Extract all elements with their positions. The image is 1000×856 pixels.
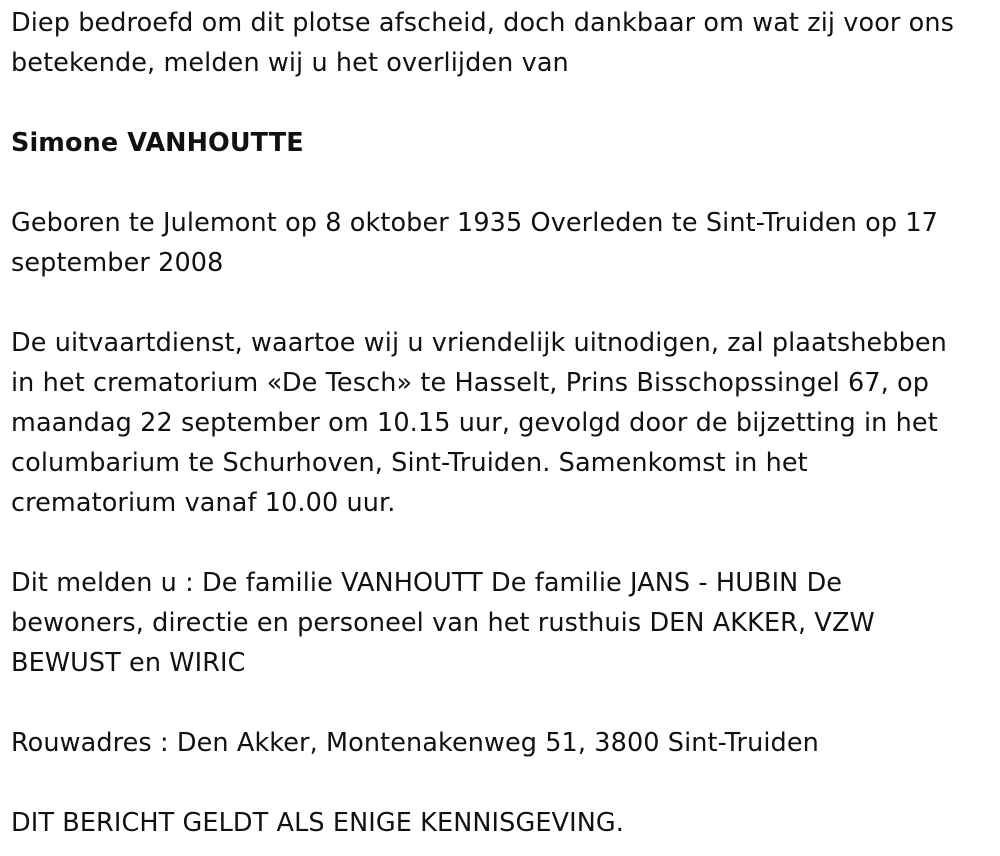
birth-death-text: Geboren te Julemont op 8 oktober 1935 Overleden te Sint-Truiden op 17 september 2008 xyxy=(11,208,939,278)
announced-by-text: Dit melden u : De familie VANHOUTT De familie JANS - HUBIN De bewoners, directie en personeel van het rusthuis DEN AKKER, VZW BEWUST en WIRIC xyxy=(11,568,875,678)
mourning-address: Rouwadres : Den Akker, Montenakenweg 51, 3800 Sint-Truiden xyxy=(11,728,819,758)
intro-text: Diep bedroefd om dit plotse afscheid, doch dankbaar om wat zij voor ons betekende, melden wij u het overlijden van xyxy=(11,8,955,78)
funeral-text: De uitvaartdienst, waartoe wij u vriendelijk uitnodigen, zal plaatshebben in het crematorium «De Tesch» te Hasselt, Prins Bisschopssingel 67, op maandag 22 september om 10.15 uur, gevolgd door de bijzetting in het columbarium te Schurhoven, Sint-Truiden. Samenkomst in het crematorium vanaf 10.00 uur. xyxy=(11,328,947,518)
deceased-name: Simone VANHOUTTE xyxy=(11,128,304,158)
closing-text: DIT BERICHT GELDT ALS ENIGE KENNISGEVING. xyxy=(11,808,624,838)
